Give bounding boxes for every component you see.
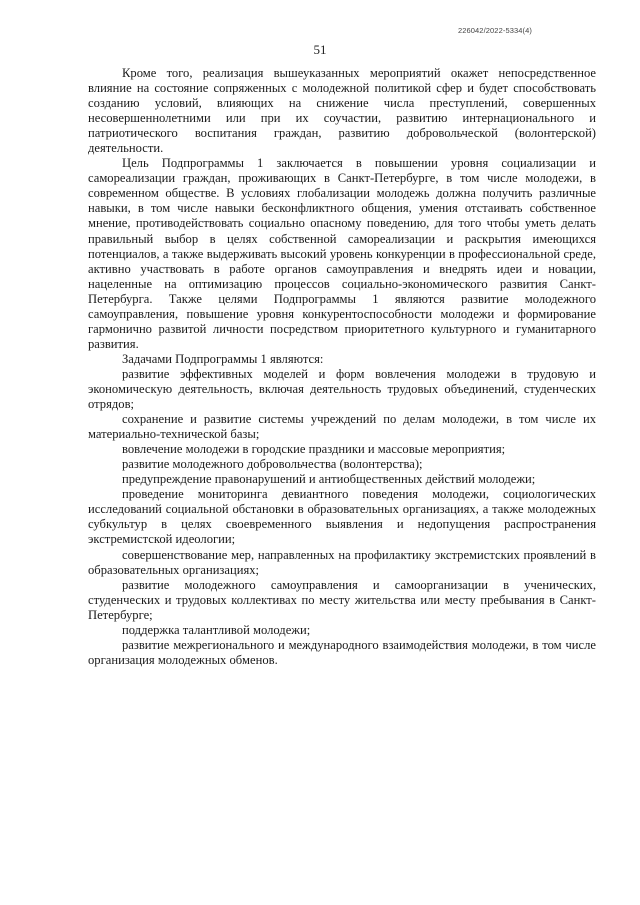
task-item: развитие эффективных моделей и форм вовлечения молодежи в трудовую и экономическую деятельность, включая деятельность трудовых объединений, студенческих отрядов; <box>88 366 596 412</box>
task-item: развитие межрегионального и международного взаимодействия молодежи, в том числе организация молодежных обменов. <box>88 637 596 667</box>
task-item: развитие молодежного добровольчества (волонтерства); <box>122 457 423 472</box>
task-item: сохранение и развитие системы учреждений по делам молодежи, в том числе их материально-технической базы; <box>88 412 596 442</box>
paragraph-tasks-heading: Задачами Подпрограммы 1 являются: <box>122 351 324 366</box>
task-item: развитие молодежного самоуправления и самоорганизации в ученических, студенческих и трудовых коллективах по месту жительства или месту пребывания в Санкт-Петербурге; <box>88 577 596 622</box>
task-item: предупреждение правонарушений и антиобщественных действий молодежи; <box>122 472 536 487</box>
task-item: совершенствование мер, направленных на профилактику экстремистских проявлений в образовательных организациях; <box>88 547 596 577</box>
document-id: 226042/2022-5334(4) <box>457 26 532 35</box>
page-number: 51 <box>313 42 327 57</box>
task-item: проведение мониторинга девиантного поведения молодежи, социологических исследований социальной обстановки в образовательных организациях, а также молодежных субкультур в целях своевременного выявления и недопущения распространения экстремистской идеологии; <box>88 487 596 547</box>
task-item: вовлечение молодежи в городские праздники и массовые мероприятия; <box>122 442 506 457</box>
document-body <box>88 66 596 668</box>
paragraph-goal: Цель Подпрограммы 1 заключается в повышении уровня социализации и самореализации граждан, проживающих в Санкт-Петербурге, в том числе молодежи, в современном обществе. В условиях глобализации молодежь должна получить различные навыки, в том числе навыки бесконфликтного общения, умения отстаивать собственное мнение, противодействовать социально опасному поведению, для того чтобы уметь делать правильный выбор в целях собственной самореализации и раскрытия имеющихся потенциалов, а также выдерживать высокий уровень конкуренции в профессиональной среде, активно участвовать в работе органов самоуправления и внедрять идеи и новации, нацеленные на оптимизацию процессов социально-экономического развития Санкт-Петербурга. Также целями Подпрограммы 1 являются развитие молодежного самоуправления, повышение уровня конкурентоспособности молодежи и формирование гармонично развитой личности посредством приоритетного культурного и гуманитарного развития. <box>88 156 596 351</box>
paragraph-effects: Кроме того, реализация вышеуказанных мероприятий окажет непосредственное влияние на состояние сопряженных с молодежной политикой сфер и будет способствовать созданию условий, влияющих на снижение числа преступлений, совершенных несовершеннолетними или при их соучастии, развитию интернационального и патриотического воспитания граждан, развитию добровольческой (волонтерской) деятельности. <box>88 66 596 156</box>
task-item: поддержка талантливой молодежи; <box>122 622 311 637</box>
